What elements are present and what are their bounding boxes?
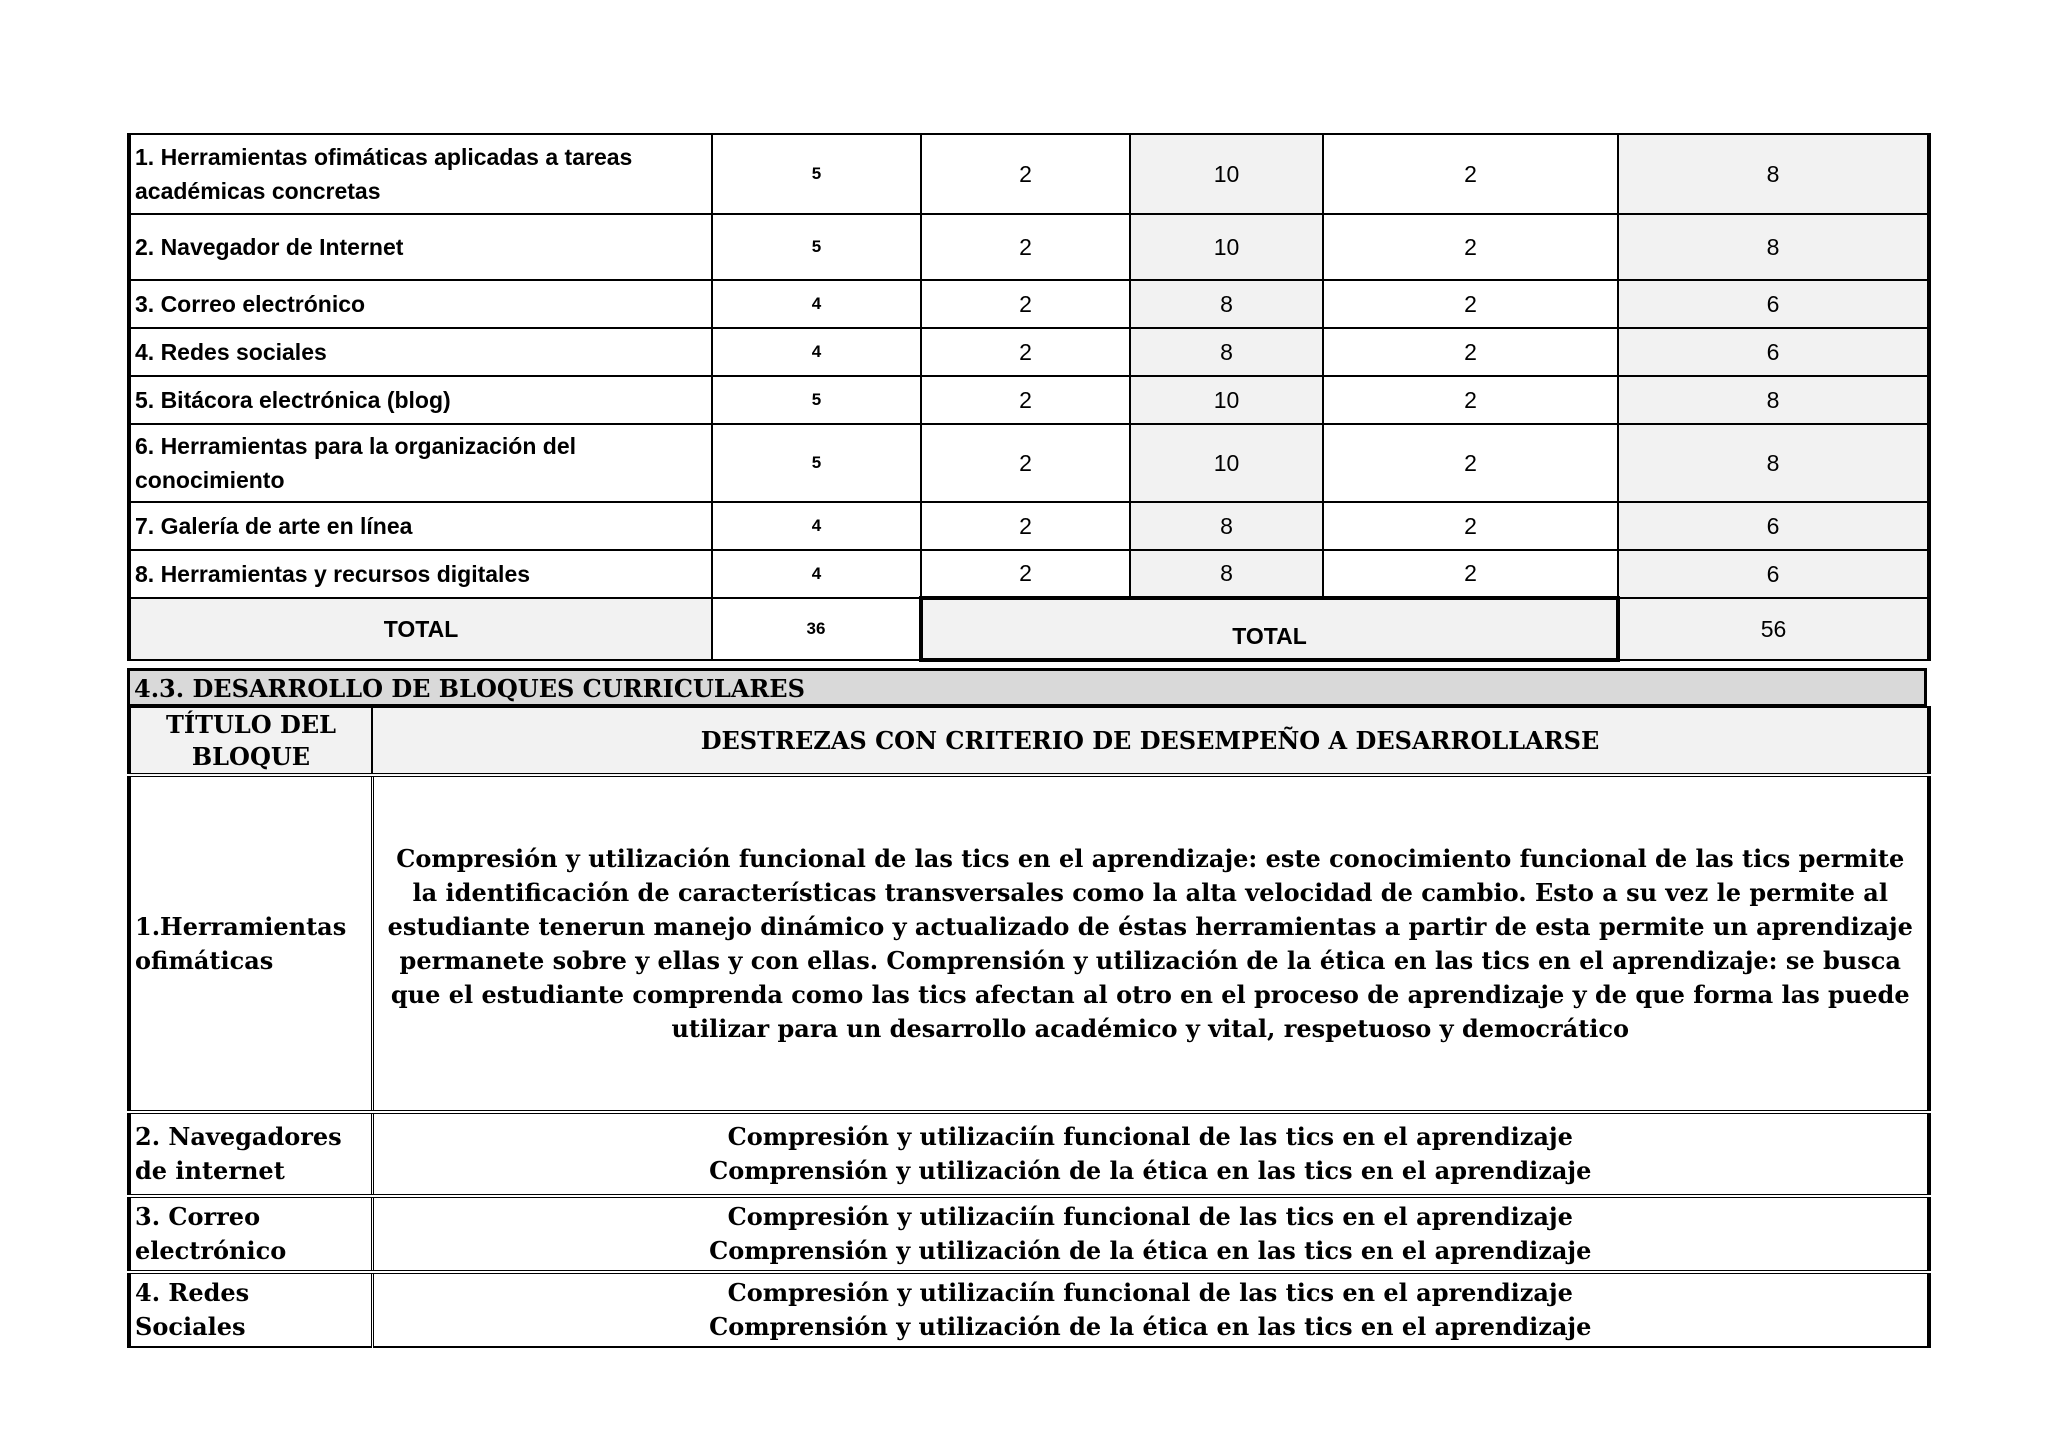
column-header-skills: DESTREZAS CON CRITERIO DE DESEMPEÑO A DESARROLLARSE bbox=[372, 707, 1929, 775]
totals-row bbox=[129, 598, 1929, 660]
cell: 8 bbox=[1130, 328, 1323, 376]
cell: 10 bbox=[1130, 376, 1323, 424]
cell: 2 bbox=[1323, 376, 1618, 424]
cell: 2 bbox=[1323, 214, 1618, 280]
block-title: 1.Herramientas ofimáticas bbox=[129, 775, 372, 1112]
cell: 2 bbox=[921, 502, 1130, 550]
cell: 6 bbox=[1618, 328, 1929, 376]
cell: 2 bbox=[1323, 280, 1618, 328]
row-title: 8. Herramientas y recursos digitales bbox=[129, 550, 712, 598]
skill-line: Compresión y utilizaciín funcional de las tics en el aprendizaje bbox=[727, 1202, 1573, 1231]
skill-line: Comprensión y utilización de la ética en las tics en el aprendizaje bbox=[709, 1312, 1592, 1341]
table-row bbox=[129, 280, 1929, 328]
cell: 6 bbox=[1618, 280, 1929, 328]
skill-line: Compresión y utilizaciín funcional de las tics en el aprendizaje bbox=[727, 1278, 1573, 1307]
cell: 8 bbox=[1130, 550, 1323, 598]
cell: 5 bbox=[712, 376, 921, 424]
table-row bbox=[129, 502, 1929, 550]
cell: 5 bbox=[712, 134, 921, 214]
cell: 2 bbox=[921, 214, 1130, 280]
cell: 8 bbox=[1618, 134, 1929, 214]
cell: 2 bbox=[921, 424, 1130, 502]
cell: 5 bbox=[712, 424, 921, 502]
cell: 2 bbox=[1323, 550, 1618, 598]
row-title: 5. Bitácora electrónica (blog) bbox=[129, 376, 712, 424]
cell: 8 bbox=[1618, 424, 1929, 502]
row-title: 7. Galería de arte en línea bbox=[129, 502, 712, 550]
cell: 4 bbox=[712, 328, 921, 376]
cell: 5 bbox=[712, 214, 921, 280]
curricular-blocks-table bbox=[127, 706, 1931, 1348]
cell: 6 bbox=[1618, 502, 1929, 550]
skill-line: Compresión y utilizaciín funcional de las tics en el aprendizaje bbox=[727, 1122, 1573, 1151]
total-label-right: TOTAL bbox=[921, 598, 1618, 660]
cell: 2 bbox=[1323, 328, 1618, 376]
table-row bbox=[129, 1112, 1929, 1196]
table-row bbox=[129, 376, 1929, 424]
cell: 2 bbox=[1323, 424, 1618, 502]
cell: 8 bbox=[1130, 280, 1323, 328]
cell: 4 bbox=[712, 550, 921, 598]
cell: 2 bbox=[921, 328, 1130, 376]
document-sheet bbox=[127, 133, 1927, 1348]
cell: 8 bbox=[1130, 502, 1323, 550]
skill-line: Comprensión y utilización de la ética en las tics en el aprendizaje bbox=[709, 1236, 1592, 1265]
cell: 10 bbox=[1130, 134, 1323, 214]
cell: 2 bbox=[921, 134, 1130, 214]
block-title: 2. Navegadores de internet bbox=[129, 1112, 372, 1196]
cell: 2 bbox=[1323, 134, 1618, 214]
skill-text: Compresión y utilización funcional de las tics en el aprendizaje: este conocimiento funcional de las tics permite la identificación de características transversales como la alta velocidad de cambio. Esto a su vez le permite al estudiante tenerun manejo dinámico y actualizado de éstas herramientas a partir de esta permite un aprendizaje permanete sobre y ellas y con ellas. Comprensión y utilización de la ética en las tics en el aprendizaje: se busca que el estudiante comprenda como las tics afectan al otro en el proceso de aprendizaje y de que forma las puede utilizar para un desarrollo académico y vital, respetuoso y democrático bbox=[387, 843, 1913, 1043]
block-title: 4. Redes Sociales bbox=[129, 1272, 372, 1347]
cell: 8 bbox=[1618, 214, 1929, 280]
cell: 4 bbox=[712, 280, 921, 328]
skill-line: Comprensión y utilización de la ética en las tics en el aprendizaje bbox=[709, 1156, 1592, 1185]
cell: 8 bbox=[1618, 376, 1929, 424]
table-header-row bbox=[129, 707, 1929, 775]
table-row bbox=[129, 1196, 1929, 1272]
table-row bbox=[129, 214, 1929, 280]
cell: 2 bbox=[921, 550, 1130, 598]
table-row bbox=[129, 134, 1929, 214]
cell: 2 bbox=[1323, 502, 1618, 550]
row-title: 2. Navegador de Internet bbox=[129, 214, 712, 280]
table-row bbox=[129, 1272, 1929, 1347]
row-title: 3. Correo electrónico bbox=[129, 280, 712, 328]
total-value-right: 56 bbox=[1618, 598, 1929, 660]
section-title: 4.3. DESARROLLO DE BLOQUES CURRICULARES bbox=[127, 668, 1927, 706]
table-row bbox=[129, 328, 1929, 376]
cell: 10 bbox=[1130, 424, 1323, 502]
row-title: 1. Herramientas ofimáticas aplicadas a tareas académicas concretas bbox=[129, 134, 712, 214]
block-skills bbox=[372, 1196, 1929, 1272]
block-skills bbox=[372, 1272, 1929, 1347]
column-header-block: TÍTULO DEL BLOQUE bbox=[129, 707, 372, 775]
cell: 2 bbox=[921, 280, 1130, 328]
table-row bbox=[129, 775, 1929, 1112]
cell: 10 bbox=[1130, 214, 1323, 280]
block-skills bbox=[372, 775, 1929, 1112]
cell: 2 bbox=[921, 376, 1130, 424]
total-value-left: 36 bbox=[712, 598, 921, 660]
cell: 6 bbox=[1618, 550, 1929, 598]
block-skills bbox=[372, 1112, 1929, 1196]
hours-table bbox=[127, 133, 1931, 662]
block-title: 3. Correo electrónico bbox=[129, 1196, 372, 1272]
cell: 4 bbox=[712, 502, 921, 550]
table-row bbox=[129, 424, 1929, 502]
total-label-left: TOTAL bbox=[129, 598, 712, 660]
row-title: 6. Herramientas para la organización del conocimiento bbox=[129, 424, 712, 502]
row-title: 4. Redes sociales bbox=[129, 328, 712, 376]
table-row bbox=[129, 550, 1929, 598]
